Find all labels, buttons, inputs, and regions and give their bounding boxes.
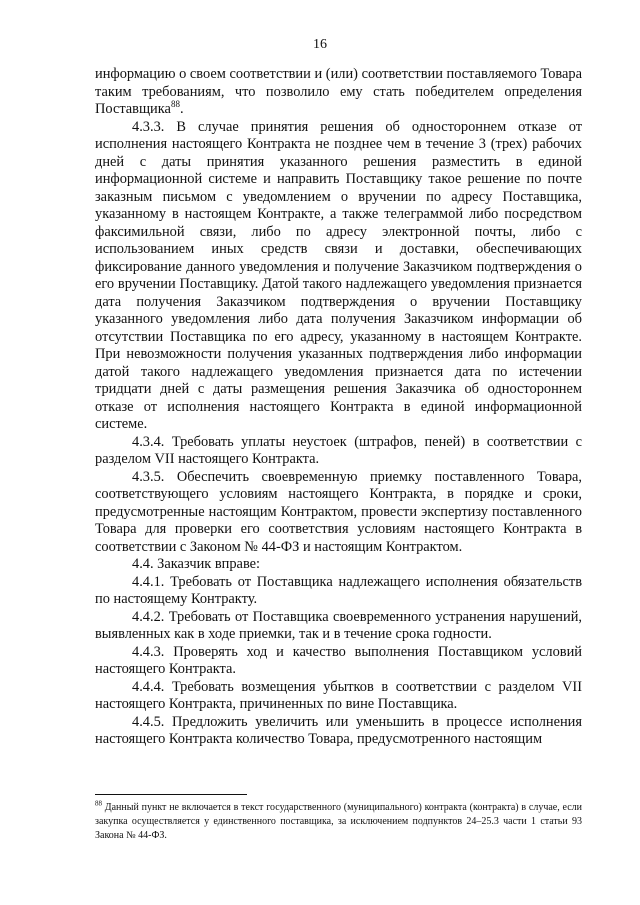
paragraph-text: информацию о своем соответствии и (или) соответствии поставляемого Товара таким требованиям, что позволило ему стать победителем определения Поставщика [95,66,582,117]
paragraph-4-3-5: 4.3.5. Обеспечить своевременную приемку поставленного Товара, соответствующего условиям настоящего Контракта, в порядке и сроки, предусмотренные настоящим Контрактом, провести экспертизу поставленного Товара для проверки его соответствия условиям настоящего Контракта в соответствии с Законом № 44-ФЗ и настоящим Контрактом. [95,468,582,555]
footnote-marker: 88 [95,799,102,808]
paragraph-4-4: 4.4. Заказчик вправе: [132,556,261,572]
footnote [95,801,582,843]
paragraph-4-4-5: 4.4.5. Предложить увеличить или уменьшить в процессе исполнения настоящего Контракта количество Товара, предусмотренного настоящим [95,713,582,747]
paragraph-4-4-2: 4.4.2. Требовать от Поставщика своевременного устранения нарушений, выявленных как в ходе приемки, так и в течение срока годности. [95,608,582,642]
footnote-text: Данный пункт не включается в текст государственного (муниципального) контракта (контракта) в случае, если закупка осуществляется у единственного поставщика, за исключением подпунктов 24–25.3 части 1 статьи 93 Закона № 44-ФЗ. [95,802,582,841]
footnote-divider [95,794,247,795]
paragraph-4-4-1: 4.4.1. Требовать от Поставщика надлежащего исполнения обязательств по настоящему Контракту. [95,573,582,607]
footnote-reference[interactable]: 88 [170,99,180,110]
document-body [95,66,582,749]
paragraph-4-3-4: 4.3.4. Требовать уплаты неустоек (штрафов, пеней) в соответствии с разделом VII настоящего Контракта. [95,433,582,467]
paragraph-4-4-4: 4.4.4. Требовать возмещения убытков в соответствии с разделом VII настоящего Контракта, причиненных по вине Поставщика. [95,678,582,712]
page-number: 16 [313,37,327,52]
paragraph-4-3-3: 4.3.3. В случае принятия решения об одностороннем отказе от исполнения настоящего Контракта не позднее чем в течение 3 (трех) рабочих дней с даты принятия указанного решения разместить в единой информационной системе и направить Поставщику такое решение по почте заказным письмом с уведомлением о вручении по адресу Поставщика, указанному в настоящем Контракте, а также телеграммой либо посредством факсимильной связи, либо по адресу электронной почты, либо с использованием иных средств связи и доставки, обеспечивающих фиксирование данного уведомления и получение Заказчиком подтверждения о его вручении Поставщику. Датой такого надлежащего уведомления признается дата получения Заказчиком подтверждения о вручении Поставщику указанного уведомления либо дата получения Заказчиком информации об отсутствии Поставщика по его адресу, указанному в настоящем Контракте. При невозможности получения указанных подтверждения либо информации датой такого надлежащего уведомления признается дата по истечении тридцати дней с даты размещения решения Заказчика об одностороннем отказе от исполнения настоящего Контракта в единой информационной системе. [95,118,582,432]
paragraph-end-punctuation: . [179,101,184,117]
paragraph-4-4-3: 4.4.3. Проверять ход и качество выполнения Поставщиком условий настоящего Контракта. [95,643,582,677]
paragraph-continuation [95,66,582,119]
